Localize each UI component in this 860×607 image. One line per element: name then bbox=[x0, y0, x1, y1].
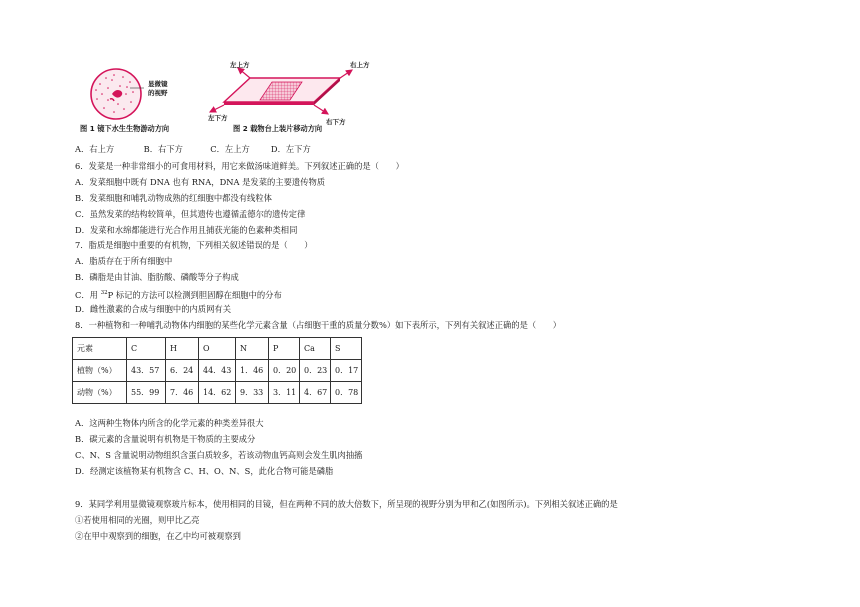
table-cell: 植物（%） bbox=[73, 360, 127, 382]
table-header-cell: C bbox=[127, 338, 166, 360]
q9-statement-1: ①若使用相同的光圈，则甲比乙亮 bbox=[75, 515, 200, 525]
table-header-cell: H bbox=[166, 338, 199, 360]
q8-option-b[interactable]: B．碳元素的含量说明有机物是干物质的主要成分 bbox=[75, 434, 256, 444]
q7-option-c-pre: C．用 bbox=[75, 289, 101, 300]
q5-option-a[interactable]: A．右上方 bbox=[75, 144, 115, 154]
table-cell: 9．33 bbox=[236, 382, 269, 404]
q8-option-d[interactable]: D．经测定该植物某有机物含 C、H、O、N、S，此化合物可能是磷脂 bbox=[75, 466, 334, 476]
table-cell: 0．20 bbox=[269, 360, 300, 382]
table-cell: 0．23 bbox=[300, 360, 331, 382]
table-row-animal bbox=[73, 382, 362, 404]
figure-1-caption: 图 1 镜下水生生物游动方向 bbox=[80, 124, 170, 133]
table-header-cell: N bbox=[236, 338, 269, 360]
figure-2-label-bottom-right: 右下方 bbox=[326, 118, 346, 126]
q5-option-b[interactable]: B．右下方 bbox=[143, 144, 183, 154]
table-row-plant bbox=[73, 360, 362, 382]
table-header-row bbox=[73, 338, 362, 360]
table-header-cell: Ca bbox=[300, 338, 331, 360]
q8-stem: 8．一种植物和一种哺乳动物体内细胞的某些化学元素含量（占细胞干重的质量分数%）如下表所示，下列有关叙述正确的是（ ） bbox=[75, 320, 562, 330]
table-cell: 4．67 bbox=[300, 382, 331, 404]
q7-option-a[interactable]: A．脂质存在于所有细胞中 bbox=[75, 256, 173, 266]
figure-1-label-line2: 的视野 bbox=[148, 89, 168, 97]
figure-1-label bbox=[148, 80, 168, 98]
q8-option-a[interactable]: A．这两种生物体内所含的化学元素的种类差异很大 bbox=[75, 418, 264, 428]
table-cell: 43．57 bbox=[127, 360, 166, 382]
q5-options bbox=[75, 144, 311, 155]
figure-2-label-bottom-left: 左下方 bbox=[208, 114, 228, 122]
table-cell: 7．46 bbox=[166, 382, 199, 404]
element-content-table bbox=[72, 337, 362, 404]
table-cell: 1．46 bbox=[236, 360, 269, 382]
table-cell: 0．78 bbox=[331, 382, 362, 404]
table-cell: 55．99 bbox=[127, 382, 166, 404]
q6-option-d[interactable]: D．发菜和水绵都能进行光合作用且捕获光能的色素种类相同 bbox=[75, 225, 298, 235]
q7-option-d[interactable]: D．雌性激素的合成与细胞中的内质网有关 bbox=[75, 304, 231, 314]
figure-2-label-top-left: 左上方 bbox=[230, 61, 250, 69]
q8-option-c[interactable]: C、N、S 含量说明动物组织含蛋白质较多，若该动物血钙高则会发生肌肉抽搐 bbox=[75, 450, 363, 460]
figure-2-label-top-right: 右上方 bbox=[350, 61, 370, 69]
table-cell: 44．43 bbox=[199, 360, 236, 382]
q7-option-b[interactable]: B．磷脂是由甘油、脂肪酸、磷酸等分子构成 bbox=[75, 272, 239, 282]
table-cell: 6．24 bbox=[166, 360, 199, 382]
q5-option-d[interactable]: D．左下方 bbox=[270, 144, 311, 154]
q6-option-b[interactable]: B．发菜细胞和哺乳动物成熟的红细胞中都没有线粒体 bbox=[75, 193, 272, 203]
q5-option-c[interactable]: C．左上方 bbox=[210, 144, 250, 154]
table-header-cell: 元素 bbox=[73, 338, 127, 360]
q6-stem: 6．发菜是一种非常细小的可食用材料，用它来做汤味道鲜美。下列叙述正确的是（ ） bbox=[75, 161, 404, 171]
table-cell: 0．17 bbox=[331, 360, 362, 382]
table-header-cell: O bbox=[199, 338, 236, 360]
q6-option-c[interactable]: C．虽然发菜的结构较简单，但其遗传也遵循孟德尔的遗传定律 bbox=[75, 209, 306, 219]
q7-option-c[interactable] bbox=[75, 288, 282, 301]
figure-2-caption: 图 2 载物台上装片移动方向 bbox=[233, 124, 323, 133]
figure-1-label-line1: 显微镜 bbox=[148, 80, 168, 88]
q7-option-c-post: P 标记的方法可以检测到胆固醇在细胞中的分布 bbox=[107, 289, 282, 300]
q7-stem: 7．脂质是细胞中重要的有机物，下列相关叙述错误的是（ ） bbox=[75, 240, 313, 250]
figure-1-microscope-view bbox=[88, 66, 148, 122]
table-cell: 3．11 bbox=[269, 382, 300, 404]
q9-stem: 9．某同学利用显微镜观察玻片标本，使用相同的目镜，但在两种不同的放大倍数下，所呈现的视野分别为甲和乙(如图所示)。下列相关叙述正确的是 bbox=[75, 499, 618, 509]
q6-option-a[interactable]: A．发菜细胞中既有 DNA 也有 RNA，DNA 是发菜的主要遗传物质 bbox=[75, 177, 326, 187]
table-cell: 动物（%） bbox=[73, 382, 127, 404]
q9-statement-2: ②在甲中观察到的细胞，在乙中均可被观察到 bbox=[75, 531, 241, 541]
table-header-cell: S bbox=[331, 338, 362, 360]
q7-option-c-sup: 32 bbox=[100, 290, 108, 296]
table-cell: 14．62 bbox=[199, 382, 236, 404]
table-header-cell: P bbox=[269, 338, 300, 360]
